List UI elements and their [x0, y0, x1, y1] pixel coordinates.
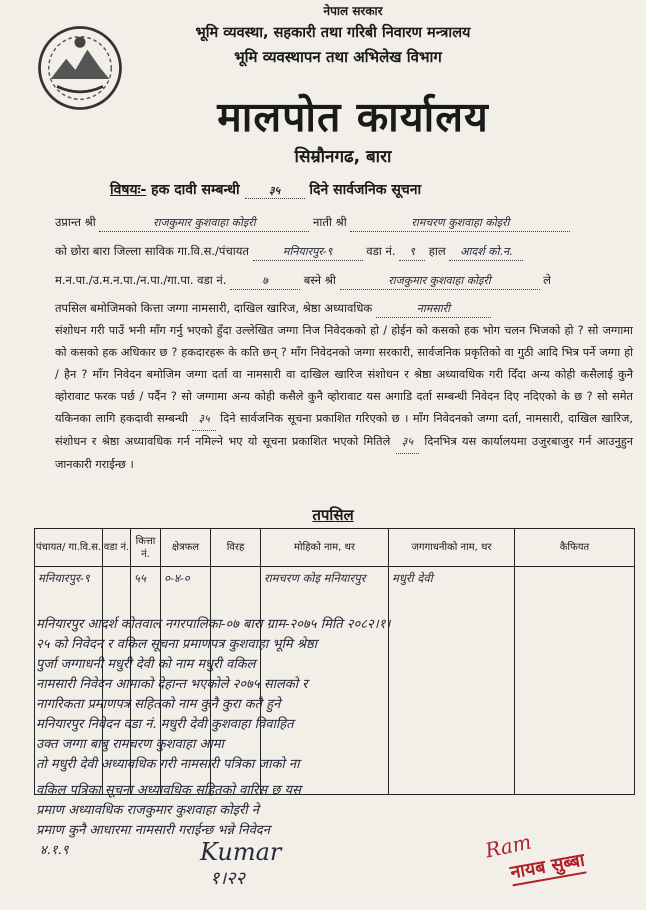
handwritten-note: नामसारी निवेदन आमाको देहान्त भएकोले २०७५ सालको र — [36, 677, 308, 692]
handwritten-note: पुर्जा जग्गाधनी मधुरी देवी को नाम मधुरी वकिल — [36, 657, 256, 672]
cell-owner: मधुरी देवी — [389, 567, 515, 795]
claim-days: ३५ — [192, 408, 215, 431]
officer-signature-date: १।२२ — [210, 868, 245, 889]
column-header: जगगाधनीको नाम, थर — [389, 529, 515, 567]
details-line-3 — [55, 272, 630, 290]
subject-label: विषयः- — [110, 182, 147, 198]
handwritten-note: मनियारपुर निवेदन वडा नं. मधुरी देवी कुशवाहा विवाहित — [36, 717, 294, 732]
column-header: वडा नं. — [103, 529, 131, 567]
details-line-2 — [55, 243, 630, 261]
case-type: नामसारी — [376, 301, 491, 318]
details-text: बस्ने श्री — [303, 273, 336, 287]
details-text: को छोरा बारा जिल्ला साविक गा.वि.स./पंचायत — [55, 244, 249, 258]
column-header: कित्ता नं. — [131, 529, 161, 567]
objection-days: ३५ — [396, 431, 419, 454]
office-title: मालपोत कार्यालय — [217, 93, 489, 141]
handwritten-note: वकिल पत्रिका सूचना अध्यावधिक सहितको वारिस छ यस — [36, 783, 301, 798]
ward-number: ९ — [399, 244, 425, 261]
current-address: आदर्श को.न. — [449, 244, 523, 261]
current-ward-number: ७ — [230, 273, 300, 290]
column-header: कैफियत — [515, 529, 635, 567]
column-header: क्षेत्रफल — [161, 529, 211, 567]
notice-body-text: दिने सार्वजनिक सूचना प्रकाशित गरिएको छ । माँग निवेदनको जग्गा दर्ता, नामसारी, दाखिल खारिज, संशोधन र श्रेष्ठा अध्यावधिक गर्न नमिल्ने भए यो सूचना प्रकाशित भएको मितिले — [55, 412, 634, 448]
notice-body-text: संशोधन गरी पाउँ भनी माँग गर्नु भएको हुँदा उल्लेखित जग्गा निज निवेदकको हो / होईन को कसको हक भोग चलन भिजको हो ? सो जग्गामा को कसको हक अधिकार छ ? हकदारहरू के कति छन् ? माँग निवेदनको जग्गा सरकारी, सार्वजनिक प्रकृतिको वा गुठी आदि भित्र पर्ने जग्गा हो / हैन ? माँग निवेदन बमोजिम जग्गा दर्ता वा नामसारी वा दाखिल खारिज संशोधन र श्रेष्ठा अध्यावधिक गरी दिँदा अन्य कोही कसैलाई कुनै व्होरावाट फरक पर्छ / पर्दैन ? सो जग्गामा अन्य कोही कसैले कुनै व्होरावाट यस अगाडि दर्ता सम्बन्धी निवेदन दिए नदिएको के छ ? सो समेत यकिनका लागि हकदावी सम्बन्धी — [55, 324, 633, 425]
column-header: विरह — [211, 529, 261, 567]
details-line-4 — [55, 300, 630, 318]
handwritten-note: प्रमाण अध्यावधिक राजकुमार कुशवाहा कोइरी ने — [36, 803, 259, 818]
details-text: तपसिल बमोजिमको कित्ता जग्गा नामसारी, दाखिल खारिज, श्रेष्ठा अध्यावधिक — [55, 301, 373, 315]
table-header-row — [35, 529, 635, 567]
notice-body — [55, 320, 633, 476]
details-text: नाती श्री — [313, 215, 347, 229]
department-name: भूमि व्यवस्थापन तथा अभिलेख विभाग — [234, 48, 442, 66]
details-text: वडा नं. — [366, 244, 396, 258]
government-name: नेपाल सरकार — [323, 4, 383, 18]
subject-text-before: हक दावी सम्बन्धी — [151, 182, 240, 198]
officer-stamp: नायब सुब्बा — [508, 848, 586, 887]
details-text: म.न.पा./उ.म.न.पा./न.पा./गा.पा. वडा नं. — [55, 273, 227, 287]
details-text: उप्रान्त श्री — [55, 215, 96, 229]
stamp-signature: Ram — [483, 829, 534, 863]
handwritten-note: प्रमाण कुनै आधारमा नामसारी गराईन्छ भन्ने निवेदन — [36, 823, 270, 838]
cell-remarks — [515, 567, 635, 795]
handwritten-note: तो मधुरी देवी अध्यावधिक गरी नामसारी पत्रिका जाको ना — [36, 757, 300, 772]
details-text: ले — [543, 273, 551, 287]
office-location: सिम्रौनगढ, बारा — [294, 147, 392, 167]
subject-days: ३५ — [245, 183, 305, 199]
handwritten-note: उक्त जग्गा बाबु रामचरण कुशवाहा आमा — [36, 737, 224, 752]
handwritten-note: २५ को निवेदन र वकिल सूचना प्रमाणपत्र कुशवाहा भूमि श्रेष्ठा — [36, 637, 318, 652]
officer-signature: Kumar — [200, 838, 282, 866]
details-text: हाल — [428, 244, 446, 258]
schedule-title: तपसिल — [312, 506, 354, 524]
grandfather-name: रामचरण कुशवाहा कोइरी — [350, 215, 570, 232]
notice-body-text: दिनभित्र यस कार्यालयमा उजुरबाजुर गर्न आउनुहुन जानकारी गराईन्छ । — [55, 435, 634, 471]
resident-name: राजकुमार कुशवाहा कोइरी — [340, 273, 540, 290]
subject-text-after: दिने सार्वजनिक सूचना — [309, 182, 422, 198]
cell-kitta: ५५ — [131, 567, 161, 795]
handwritten-note: ४.१.९ — [40, 843, 69, 858]
handwritten-note: मनियारपुर आदर्श कोतवाल नगरपालिका-०७ बारा ग्राम-२०७५ मिति २०८२।१। — [36, 617, 391, 632]
column-header: मोहिको नाम, थर — [261, 529, 389, 567]
ministry-name: भूमि व्यवस्था, सहकारी तथा गरिबी निवारण मन्त्रालय — [195, 25, 471, 41]
applicant-name: राजकुमार कुशवाहा कोइरी — [99, 215, 309, 232]
details-line-1 — [55, 214, 630, 232]
cell-area: ०-४-० — [161, 567, 211, 795]
cell-vdc: मनियारपुर-९ — [35, 567, 103, 795]
handwritten-note: नागरिकता प्रमाणपत्र सहितको नाम कुनै कुरा कतै हुने — [36, 697, 281, 712]
cell-mohi: रामचरण कोइ मनियारपुर — [261, 567, 389, 795]
column-header: पंचायत/ गा.वि.स. — [35, 529, 103, 567]
notice-subject — [110, 180, 421, 199]
vdc-name: मनियारपुर-९ — [253, 244, 363, 261]
